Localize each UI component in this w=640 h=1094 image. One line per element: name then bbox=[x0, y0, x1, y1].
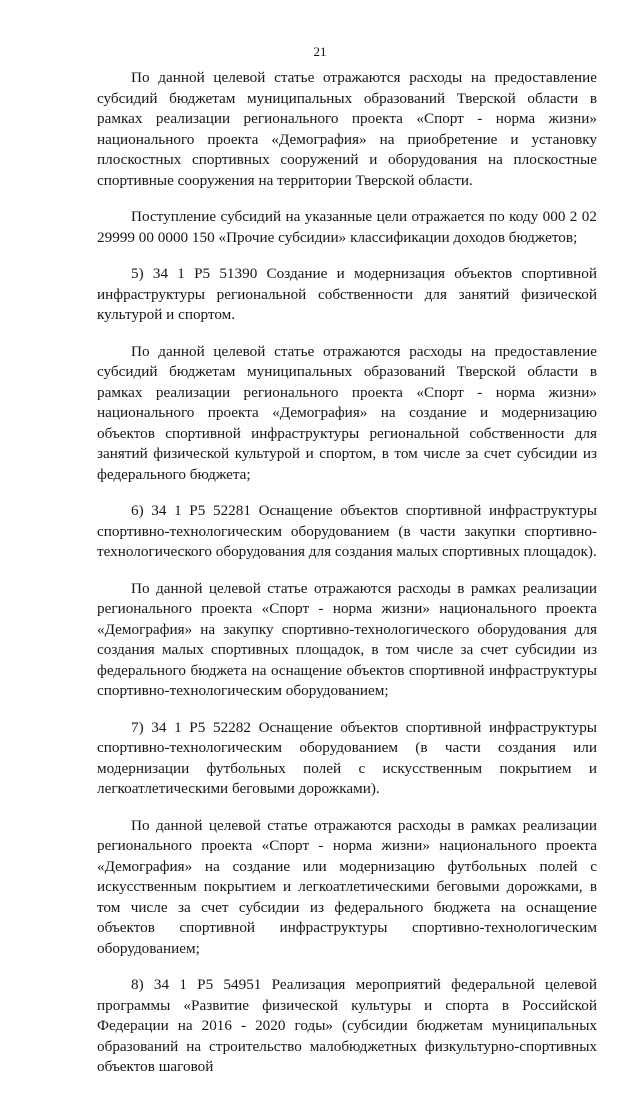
paragraph-item-7-description: По данной целевой статье отражаются расходы в рамках реализации регионального проекта «Спорт - норма жизни» национального проекта «Демография» на создание или модернизацию футбольных полей с искусственным покрытием и легкоатлетическими беговыми дорожками, в том числе за счет субсидии из федерального бюджета на оснащение объектов спортивной инфраструктуры спортивно-технологическим оборудованием; bbox=[97, 816, 597, 957]
document-body bbox=[97, 68, 597, 1094]
paragraph-subsidies-flat-sports-facilities: По данной целевой статье отражаются расходы на предоставление субсидий бюджетам муниципальных образований Тверской области в рамках реализации регионального проекта «Спорт - норма жизни» национального проекта «Демография» на приобретение и установку плоскостных спортивных сооружений и оборудования на плоскостные спортивные сооружения на территории Тверской области. bbox=[97, 69, 597, 189]
paragraph-item-6-description: По данной целевой статье отражаются расходы в рамках реализации регионального проекта «Спорт - норма жизни» национального проекта «Демография» на закупку спортивно-технологического оборудования для создания малых спортивных площадок, в том числе за счет субсидии из федерального бюджета на оснащение объектов спортивной инфраструктуры спортивно-технологическим оборудованием; bbox=[97, 579, 597, 699]
paragraph-item-5-heading: 5) 34 1 Р5 51390 Создание и модернизация объектов спортивной инфраструктуры региональной собственности для занятий физической культурой и спортом. bbox=[97, 265, 597, 323]
page-number: 21 bbox=[313, 44, 327, 59]
paragraph-item-5-description: По данной целевой статье отражаются расходы на предоставление субсидий бюджетам муниципальных образований Тверской области в рамках реализации регионального проекта «Спорт - норма жизни» национального проекта «Демография» на создание и модернизацию объектов спортивной инфраструктуры региональной собственности для занятий физической культурой и спортом, в том числе за счет субсидии из федерального бюджета; bbox=[97, 342, 597, 483]
paragraph-item-6-heading: 6) 34 1 Р5 52281 Оснащение объектов спортивной инфраструктуры спортивно-технологическим оборудованием (в части закупки спортивно-технологического оборудования для создания малых спортивных площадок). bbox=[97, 502, 597, 560]
paragraph-subsidy-income-code: Поступление субсидий на указанные цели отражается по коду 000 2 02 29999 00 0000 150 «Прочие субсидии» классификации доходов бюджетов; bbox=[97, 208, 597, 246]
paragraph-item-8-heading: 8) 34 1 Р5 54951 Реализация мероприятий федеральной целевой программы «Развитие физической культуры и спорта в Российской Федерации на 2016 - 2020 годы» (субсидии бюджетам муниципальных образований на строительство малобюджетных физкультурно-спортивных объектов шаговой bbox=[97, 976, 597, 1075]
paragraph-item-7-heading: 7) 34 1 Р5 52282 Оснащение объектов спортивной инфраструктуры спортивно-технологическим оборудованием (в части создания или модернизации футбольных полей с искусственным покрытием и легкоатлетическими беговыми дорожками). bbox=[97, 718, 597, 797]
